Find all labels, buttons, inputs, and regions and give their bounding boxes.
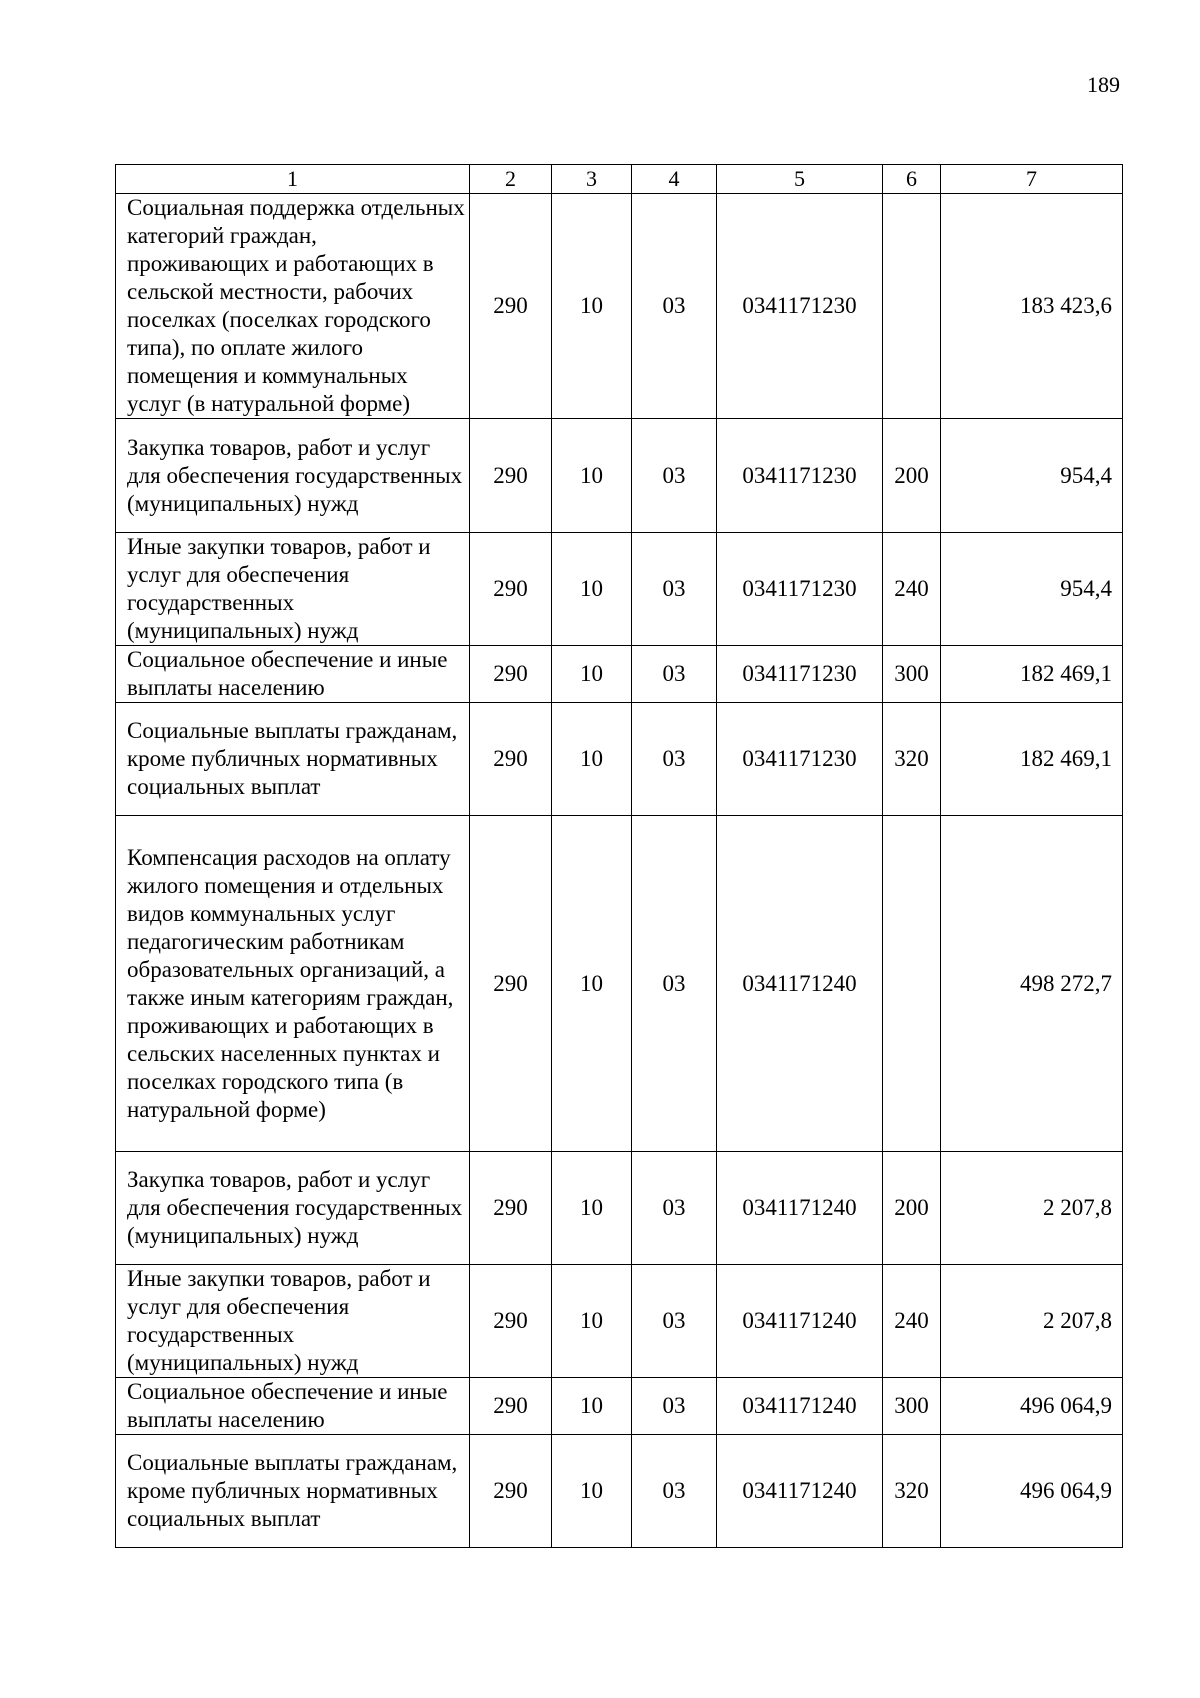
cell-col2: 290 <box>470 1265 552 1378</box>
cell-amount: 496 064,9 <box>941 1435 1123 1548</box>
row-name: Закупка товаров, работ и услуг для обеспечения государственных (муниципальных) нужд <box>116 419 470 533</box>
cell-col2: 290 <box>470 194 552 419</box>
cell-col2: 290 <box>470 646 552 703</box>
cell-col3: 10 <box>552 646 632 703</box>
column-header: 2 <box>470 165 552 194</box>
cell-amount: 182 469,1 <box>941 646 1123 703</box>
cell-col6: 300 <box>883 1378 941 1435</box>
cell-col2: 290 <box>470 1378 552 1435</box>
cell-col5: 0341171230 <box>717 703 883 816</box>
cell-col5: 0341171240 <box>717 1152 883 1265</box>
row-name: Иные закупки товаров, работ и услуг для обеспечения государственных (муниципальных) нужд <box>116 1265 470 1378</box>
cell-col4: 03 <box>632 1265 717 1378</box>
cell-col3: 10 <box>552 816 632 1152</box>
cell-col3: 10 <box>552 194 632 419</box>
page-number: 189 <box>1087 72 1120 97</box>
cell-col6: 200 <box>883 419 941 533</box>
cell-col4: 03 <box>632 533 717 646</box>
cell-col4: 03 <box>632 1435 717 1548</box>
column-header: 3 <box>552 165 632 194</box>
cell-col4: 03 <box>632 419 717 533</box>
cell-amount: 498 272,7 <box>941 816 1123 1152</box>
cell-col5: 0341171230 <box>717 646 883 703</box>
cell-col3: 10 <box>552 1435 632 1548</box>
row-name: Социальное обеспечение и иные выплаты населению <box>116 1378 470 1435</box>
table-row <box>116 1152 1123 1265</box>
cell-col6: 320 <box>883 1435 941 1548</box>
cell-col3: 10 <box>552 533 632 646</box>
cell-col3: 10 <box>552 703 632 816</box>
row-name: Социальные выплаты гражданам, кроме публичных нормативных социальных выплат <box>116 1435 470 1548</box>
row-name: Социальная поддержка отдельных категорий граждан, проживающих и работающих в сельской местности, рабочих поселках (поселках городского типа), по оплате жилого помещения и коммунальных услуг (в натуральной форме) <box>116 194 470 419</box>
cell-amount: 182 469,1 <box>941 703 1123 816</box>
table-row <box>116 1435 1123 1548</box>
cell-amount: 496 064,9 <box>941 1378 1123 1435</box>
table-row <box>116 533 1123 646</box>
cell-col4: 03 <box>632 703 717 816</box>
cell-col6 <box>883 194 941 419</box>
table-row <box>116 1265 1123 1378</box>
column-header: 7 <box>941 165 1123 194</box>
cell-col2: 290 <box>470 703 552 816</box>
cell-col3: 10 <box>552 1265 632 1378</box>
cell-amount: 954,4 <box>941 533 1123 646</box>
table-header-row <box>116 165 1123 194</box>
cell-col4: 03 <box>632 1152 717 1265</box>
cell-col6: 240 <box>883 533 941 646</box>
cell-col5: 0341171230 <box>717 419 883 533</box>
table-row <box>116 646 1123 703</box>
cell-col2: 290 <box>470 419 552 533</box>
cell-col5: 0341171240 <box>717 816 883 1152</box>
column-header: 5 <box>717 165 883 194</box>
cell-col4: 03 <box>632 1378 717 1435</box>
table-row <box>116 816 1123 1152</box>
cell-col6: 300 <box>883 646 941 703</box>
table-row <box>116 419 1123 533</box>
cell-col2: 290 <box>470 816 552 1152</box>
cell-amount: 2 207,8 <box>941 1265 1123 1378</box>
cell-col5: 0341171240 <box>717 1435 883 1548</box>
cell-col6 <box>883 816 941 1152</box>
cell-col6: 320 <box>883 703 941 816</box>
cell-col4: 03 <box>632 194 717 419</box>
budget-table <box>115 164 1123 1548</box>
cell-amount: 2 207,8 <box>941 1152 1123 1265</box>
cell-col3: 10 <box>552 1152 632 1265</box>
cell-amount: 954,4 <box>941 419 1123 533</box>
cell-amount: 183 423,6 <box>941 194 1123 419</box>
cell-col5: 0341171240 <box>717 1265 883 1378</box>
cell-col2: 290 <box>470 1435 552 1548</box>
row-name: Иные закупки товаров, работ и услуг для обеспечения государственных (муниципальных) нужд <box>116 533 470 646</box>
cell-col3: 10 <box>552 419 632 533</box>
cell-col5: 0341171230 <box>717 533 883 646</box>
column-header: 6 <box>883 165 941 194</box>
row-name: Закупка товаров, работ и услуг для обеспечения государственных (муниципальных) нужд <box>116 1152 470 1265</box>
column-header: 4 <box>632 165 717 194</box>
row-name: Социальные выплаты гражданам, кроме публичных нормативных социальных выплат <box>116 703 470 816</box>
cell-col4: 03 <box>632 646 717 703</box>
cell-col5: 0341171240 <box>717 1378 883 1435</box>
table-row <box>116 1378 1123 1435</box>
cell-col2: 290 <box>470 533 552 646</box>
cell-col3: 10 <box>552 1378 632 1435</box>
column-header: 1 <box>116 165 470 194</box>
row-name: Социальное обеспечение и иные выплаты населению <box>116 646 470 703</box>
cell-col6: 200 <box>883 1152 941 1265</box>
cell-col5: 0341171230 <box>717 194 883 419</box>
cell-col4: 03 <box>632 816 717 1152</box>
row-name: Компенсация расходов на оплату жилого помещения и отдельных видов коммунальных услуг педагогическим работникам образовательных организаций, а также иным категориям граждан, проживающих и работающих в сельских населенных пунктах и поселках городского типа (в натуральной форме) <box>116 816 470 1152</box>
table-row <box>116 194 1123 419</box>
table-row <box>116 703 1123 816</box>
cell-col6: 240 <box>883 1265 941 1378</box>
cell-col2: 290 <box>470 1152 552 1265</box>
